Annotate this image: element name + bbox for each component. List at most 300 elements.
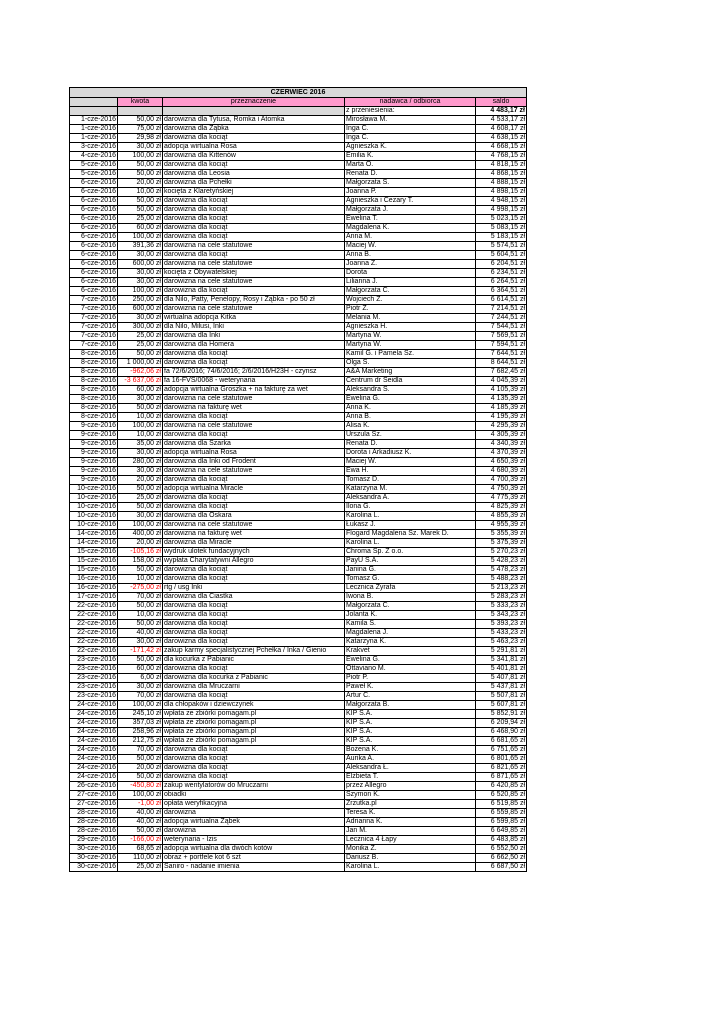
row-balance: 6 681,65 zł bbox=[476, 737, 527, 746]
row-party: Małgorzata J. bbox=[345, 206, 476, 215]
table-row bbox=[70, 233, 527, 242]
row-party: Marta O. bbox=[345, 161, 476, 170]
row-date: 24-cze-2016 bbox=[70, 746, 118, 755]
table-row bbox=[70, 503, 527, 512]
row-party: KIP S.A. bbox=[345, 719, 476, 728]
row-party: Dariusz B. bbox=[345, 854, 476, 863]
row-party: Ottaviano M. bbox=[345, 665, 476, 674]
table-row bbox=[70, 278, 527, 287]
row-date: 8-cze-2016 bbox=[70, 413, 118, 422]
row-balance: 4 868,15 zł bbox=[476, 170, 527, 179]
table-row bbox=[70, 332, 527, 341]
header-date bbox=[70, 98, 118, 107]
table-row bbox=[70, 341, 527, 350]
row-balance: 4 825,39 zł bbox=[476, 503, 527, 512]
row-amount: 50,00 zł bbox=[118, 773, 163, 782]
row-amount: 110,00 zł bbox=[118, 854, 163, 863]
row-party: Urszula Sz. bbox=[345, 431, 476, 440]
row-balance: 6 751,65 zł bbox=[476, 746, 527, 755]
row-balance: 5 507,81 zł bbox=[476, 692, 527, 701]
row-amount: 50,00 zł bbox=[118, 755, 163, 764]
row-party: Piotr P. bbox=[345, 674, 476, 683]
row-amount: 212,75 zł bbox=[118, 737, 163, 746]
row-balance: 7 544,51 zł bbox=[476, 323, 527, 332]
row-amount: 357,03 zł bbox=[118, 719, 163, 728]
row-purpose: darowizna na cele statutowe bbox=[163, 395, 345, 404]
row-balance: 4 998,15 zł bbox=[476, 206, 527, 215]
table-row bbox=[70, 431, 527, 440]
row-date: 28-cze-2016 bbox=[70, 827, 118, 836]
header-row bbox=[70, 98, 527, 107]
row-amount: 30,00 zł bbox=[118, 638, 163, 647]
row-date: 30-cze-2016 bbox=[70, 854, 118, 863]
row-purpose: darowizna dla kociąt bbox=[163, 755, 345, 764]
row-balance: 5 401,81 zł bbox=[476, 665, 527, 674]
row-purpose: obiadki bbox=[163, 791, 345, 800]
row-party: Magdalena K. bbox=[345, 224, 476, 233]
row-purpose: zakup wentylatorów do Mruczarni bbox=[163, 782, 345, 791]
row-amount: 50,00 zł bbox=[118, 827, 163, 836]
row-date: 7-cze-2016 bbox=[70, 296, 118, 305]
row-date: 10-cze-2016 bbox=[70, 512, 118, 521]
row-balance: 6 559,85 zł bbox=[476, 809, 527, 818]
row-amount: 391,36 zł bbox=[118, 242, 163, 251]
table-row bbox=[70, 629, 527, 638]
row-amount: 1 000,00 zł bbox=[118, 359, 163, 368]
row-date: 8-cze-2016 bbox=[70, 359, 118, 368]
row-purpose: darowizna dla kociąt bbox=[163, 611, 345, 620]
table-row bbox=[70, 206, 527, 215]
row-date: 7-cze-2016 bbox=[70, 341, 118, 350]
row-date: 24-cze-2016 bbox=[70, 710, 118, 719]
table-row bbox=[70, 728, 527, 737]
row-purpose: darowizna dla kociąt bbox=[163, 134, 345, 143]
row-party: Maciej W. bbox=[345, 242, 476, 251]
table-row bbox=[70, 170, 527, 179]
row-amount: 40,00 zł bbox=[118, 809, 163, 818]
row-party: Dorota bbox=[345, 269, 476, 278]
row-balance: 7 214,51 zł bbox=[476, 305, 527, 314]
row-purpose: darowizna dla Miracle bbox=[163, 539, 345, 548]
row-purpose: darowizna dla Inki bbox=[163, 332, 345, 341]
row-party: Piotr Z. bbox=[345, 305, 476, 314]
row-balance: 7 244,51 zł bbox=[476, 314, 527, 323]
row-purpose: darowizna dla kociąt bbox=[163, 566, 345, 575]
row-balance: 5 291,81 zł bbox=[476, 647, 527, 656]
row-date: 9-cze-2016 bbox=[70, 449, 118, 458]
row-balance: 6 234,51 zł bbox=[476, 269, 527, 278]
row-balance: 6 209,94 zł bbox=[476, 719, 527, 728]
table-row bbox=[70, 179, 527, 188]
row-party: Emilia K. bbox=[345, 152, 476, 161]
row-amount: 25,00 zł bbox=[118, 215, 163, 224]
row-purpose: darowizna dla kociąt bbox=[163, 575, 345, 584]
table-row bbox=[70, 377, 527, 386]
row-purpose: wpłata ze zbiórki pomagam.pl bbox=[163, 719, 345, 728]
table-row bbox=[70, 548, 527, 557]
row-purpose: darowizna dla kociąt bbox=[163, 476, 345, 485]
row-amount: 50,00 zł bbox=[118, 656, 163, 665]
ledger-sheet bbox=[69, 87, 526, 872]
row-balance: 4 045,39 zł bbox=[476, 377, 527, 386]
table-row bbox=[70, 539, 527, 548]
row-date: 17-cze-2016 bbox=[70, 593, 118, 602]
row-amount: 600,00 zł bbox=[118, 305, 163, 314]
row-date: 15-cze-2016 bbox=[70, 557, 118, 566]
row-date: 15-cze-2016 bbox=[70, 548, 118, 557]
row-balance: 4 750,39 zł bbox=[476, 485, 527, 494]
table-row bbox=[70, 755, 527, 764]
row-balance: 4 135,39 zł bbox=[476, 395, 527, 404]
carry-over-row bbox=[70, 107, 527, 116]
table-row bbox=[70, 602, 527, 611]
row-party: Dorota i Arkadiusz K. bbox=[345, 449, 476, 458]
row-purpose: darowizna na cele statutowe bbox=[163, 278, 345, 287]
row-amount: 60,00 zł bbox=[118, 386, 163, 395]
table-row bbox=[70, 242, 527, 251]
row-purpose: darowizna dla Ciastka bbox=[163, 593, 345, 602]
row-date: 6-cze-2016 bbox=[70, 251, 118, 260]
row-date: 23-cze-2016 bbox=[70, 656, 118, 665]
row-purpose: darowizna na cele statutowe bbox=[163, 260, 345, 269]
row-purpose: darowizna dla kociąt bbox=[163, 197, 345, 206]
table-row bbox=[70, 638, 527, 647]
row-party: Aleksandra S. bbox=[345, 386, 476, 395]
row-date: 29-cze-2016 bbox=[70, 836, 118, 845]
table-row bbox=[70, 395, 527, 404]
carry-balance: 4 483,17 zł bbox=[476, 107, 527, 116]
row-party: Renata D. bbox=[345, 170, 476, 179]
row-purpose: darowizna dla kociąt bbox=[163, 161, 345, 170]
row-purpose: darowizna dla kociąt bbox=[163, 350, 345, 359]
row-date: 27-cze-2016 bbox=[70, 800, 118, 809]
row-balance: 5 463,23 zł bbox=[476, 638, 527, 647]
row-date: 24-cze-2016 bbox=[70, 701, 118, 710]
row-party: Aleksandra A. bbox=[345, 494, 476, 503]
row-balance: 6 420,85 zł bbox=[476, 782, 527, 791]
row-balance: 6 687,50 zł bbox=[476, 863, 527, 872]
row-date: 8-cze-2016 bbox=[70, 404, 118, 413]
row-party: Martyna W. bbox=[345, 332, 476, 341]
row-amount: 600,00 zł bbox=[118, 260, 163, 269]
row-date: 6-cze-2016 bbox=[70, 206, 118, 215]
row-amount: 30,00 zł bbox=[118, 143, 163, 152]
row-balance: 5 333,23 zł bbox=[476, 602, 527, 611]
row-party: Bożena K. bbox=[345, 746, 476, 755]
row-amount: 400,00 zł bbox=[118, 530, 163, 539]
row-amount: 50,00 zł bbox=[118, 485, 163, 494]
row-purpose: darowizna dla kociąt bbox=[163, 665, 345, 674]
table-row bbox=[70, 368, 527, 377]
carry-date bbox=[70, 107, 118, 116]
table-row bbox=[70, 476, 527, 485]
row-amount: 100,00 zł bbox=[118, 422, 163, 431]
row-purpose: darowizna na cele statutowe bbox=[163, 521, 345, 530]
row-amount: 50,00 zł bbox=[118, 350, 163, 359]
row-date: 8-cze-2016 bbox=[70, 350, 118, 359]
row-purpose: Saniro - nadanie imienia bbox=[163, 863, 345, 872]
row-party: Jolanta K. bbox=[345, 611, 476, 620]
row-purpose: darowizna dla kociąt bbox=[163, 494, 345, 503]
table-row bbox=[70, 161, 527, 170]
carry-purpose bbox=[163, 107, 345, 116]
row-date: 7-cze-2016 bbox=[70, 323, 118, 332]
table-row bbox=[70, 701, 527, 710]
row-party: Agnieszka K. bbox=[345, 143, 476, 152]
row-amount: 60,00 zł bbox=[118, 224, 163, 233]
row-amount: -3 637,06 zł bbox=[118, 377, 163, 386]
row-date: 22-cze-2016 bbox=[70, 611, 118, 620]
row-purpose: darowizna dla Pchełki bbox=[163, 179, 345, 188]
row-purpose: darowizna dla kociąt bbox=[163, 431, 345, 440]
row-purpose: darowizna na cele statutowe bbox=[163, 467, 345, 476]
row-balance: 4 370,39 zł bbox=[476, 449, 527, 458]
row-balance: 4 608,17 zł bbox=[476, 125, 527, 134]
row-date: 30-cze-2016 bbox=[70, 845, 118, 854]
row-date: 8-cze-2016 bbox=[70, 368, 118, 377]
table-row bbox=[70, 737, 527, 746]
row-amount: 30,00 zł bbox=[118, 251, 163, 260]
row-balance: 4 195,39 zł bbox=[476, 413, 527, 422]
row-balance: 5 604,51 zł bbox=[476, 251, 527, 260]
row-amount: -166,00 zł bbox=[118, 836, 163, 845]
row-party: Karolina L. bbox=[345, 512, 476, 521]
row-balance: 4 898,15 zł bbox=[476, 188, 527, 197]
row-party: Karolina L. bbox=[345, 863, 476, 872]
table-row bbox=[70, 827, 527, 836]
row-balance: 8 644,51 zł bbox=[476, 359, 527, 368]
row-balance: 6 204,51 zł bbox=[476, 260, 527, 269]
row-party: Tomasz G. bbox=[345, 575, 476, 584]
row-date: 24-cze-2016 bbox=[70, 764, 118, 773]
row-balance: 6 649,85 zł bbox=[476, 827, 527, 836]
row-party: Monika Z. bbox=[345, 845, 476, 854]
row-date: 1-cze-2016 bbox=[70, 116, 118, 125]
table-row bbox=[70, 665, 527, 674]
row-party: Renata D. bbox=[345, 440, 476, 449]
row-balance: 5 023,15 zł bbox=[476, 215, 527, 224]
row-balance: 4 955,39 zł bbox=[476, 521, 527, 530]
row-purpose: weterynaria - Izis bbox=[163, 836, 345, 845]
row-amount: 50,00 zł bbox=[118, 206, 163, 215]
row-date: 5-cze-2016 bbox=[70, 161, 118, 170]
row-party: Katarzyna M. bbox=[345, 485, 476, 494]
row-amount: 300,00 zł bbox=[118, 323, 163, 332]
row-purpose: darowizna dla Mruczarni bbox=[163, 683, 345, 692]
row-date: 22-cze-2016 bbox=[70, 647, 118, 656]
row-date: 6-cze-2016 bbox=[70, 197, 118, 206]
row-purpose: darowizna bbox=[163, 809, 345, 818]
row-date: 24-cze-2016 bbox=[70, 773, 118, 782]
row-balance: 7 682,45 zł bbox=[476, 368, 527, 377]
row-party: przez Allegro bbox=[345, 782, 476, 791]
title-row bbox=[70, 88, 527, 98]
table-row bbox=[70, 521, 527, 530]
table-row bbox=[70, 287, 527, 296]
table-row bbox=[70, 584, 527, 593]
row-date: 6-cze-2016 bbox=[70, 269, 118, 278]
carry-amount bbox=[118, 107, 163, 116]
row-purpose: darowizna dla kociąt bbox=[163, 287, 345, 296]
row-date: 4-cze-2016 bbox=[70, 152, 118, 161]
row-amount: -1,00 zł bbox=[118, 800, 163, 809]
row-purpose: adopcja wirtualna Ząbek bbox=[163, 818, 345, 827]
row-amount: 35,00 zł bbox=[118, 440, 163, 449]
row-party: Joanna Z. bbox=[345, 260, 476, 269]
row-purpose: darowizna dla kocurka z Pabianic bbox=[163, 674, 345, 683]
row-party: Ilona G. bbox=[345, 503, 476, 512]
row-party: Anna M. bbox=[345, 233, 476, 242]
table-row bbox=[70, 296, 527, 305]
table-row bbox=[70, 854, 527, 863]
row-party: Anna B. bbox=[345, 413, 476, 422]
row-date: 3-cze-2016 bbox=[70, 143, 118, 152]
row-date: 7-cze-2016 bbox=[70, 314, 118, 323]
table-row bbox=[70, 494, 527, 503]
table-row bbox=[70, 512, 527, 521]
row-date: 8-cze-2016 bbox=[70, 395, 118, 404]
row-balance: 4 818,15 zł bbox=[476, 161, 527, 170]
row-date: 15-cze-2016 bbox=[70, 566, 118, 575]
row-amount: -450,80 zł bbox=[118, 782, 163, 791]
row-purpose: wpłata ze zbiórki pomagam.pl bbox=[163, 737, 345, 746]
row-date: 6-cze-2016 bbox=[70, 278, 118, 287]
row-date: 16-cze-2016 bbox=[70, 584, 118, 593]
row-purpose: darowizna dla kociąt bbox=[163, 503, 345, 512]
row-purpose: darowizna dla kociąt bbox=[163, 692, 345, 701]
row-balance: 5 375,39 zł bbox=[476, 539, 527, 548]
row-balance: 4 185,39 zł bbox=[476, 404, 527, 413]
table-row bbox=[70, 710, 527, 719]
row-amount: 20,00 zł bbox=[118, 179, 163, 188]
row-purpose: darowizna dla Leosia bbox=[163, 170, 345, 179]
row-party: Paweł K. bbox=[345, 683, 476, 692]
row-party: Anna B. bbox=[345, 251, 476, 260]
row-amount: 50,00 zł bbox=[118, 161, 163, 170]
row-purpose: dla Nilo, Patty, Penelopy, Rosy i Ząbka - po 50 zł bbox=[163, 296, 345, 305]
row-party: Iwona B. bbox=[345, 593, 476, 602]
row-party: Teresa K. bbox=[345, 809, 476, 818]
row-balance: 6 599,85 zł bbox=[476, 818, 527, 827]
table-row bbox=[70, 620, 527, 629]
row-purpose: darowizna na cele statutowe bbox=[163, 242, 345, 251]
row-date: 6-cze-2016 bbox=[70, 215, 118, 224]
row-amount: 30,00 zł bbox=[118, 449, 163, 458]
row-date: 5-cze-2016 bbox=[70, 170, 118, 179]
row-party: Melania M. bbox=[345, 314, 476, 323]
row-party: Ewelina G. bbox=[345, 656, 476, 665]
row-purpose: obraz + portfele kot 6 szt bbox=[163, 854, 345, 863]
row-date: 9-cze-2016 bbox=[70, 440, 118, 449]
row-purpose: darowizna dla Tytusa, Romka i Atomka bbox=[163, 116, 345, 125]
row-amount: 30,00 zł bbox=[118, 512, 163, 521]
row-party: Artur C. bbox=[345, 692, 476, 701]
row-balance: 5 574,51 zł bbox=[476, 242, 527, 251]
table-row bbox=[70, 215, 527, 224]
row-amount: 20,00 zł bbox=[118, 764, 163, 773]
row-party: Mirosława M. bbox=[345, 116, 476, 125]
row-party: Małgorzata B. bbox=[345, 701, 476, 710]
row-purpose: dla chłopaków i dziewczynek bbox=[163, 701, 345, 710]
row-party: Karolina L. bbox=[345, 539, 476, 548]
row-purpose: darowizna dla kociąt bbox=[163, 629, 345, 638]
row-balance: 4 340,39 zł bbox=[476, 440, 527, 449]
table-row bbox=[70, 575, 527, 584]
row-date: 6-cze-2016 bbox=[70, 260, 118, 269]
row-purpose: darowizna dla Oskara bbox=[163, 512, 345, 521]
row-purpose: darowizna dla kociąt bbox=[163, 233, 345, 242]
row-amount: 50,00 zł bbox=[118, 404, 163, 413]
ledger-table bbox=[69, 87, 527, 872]
header-purpose: przeznaczenie bbox=[163, 98, 345, 107]
row-party: PayU S.A. bbox=[345, 557, 476, 566]
row-purpose: darowizna bbox=[163, 827, 345, 836]
row-purpose: wpłata ze zbiórki pomagam.pl bbox=[163, 728, 345, 737]
row-balance: 4 768,15 zł bbox=[476, 152, 527, 161]
table-row bbox=[70, 656, 527, 665]
row-balance: 4 700,39 zł bbox=[476, 476, 527, 485]
table-row bbox=[70, 467, 527, 476]
row-purpose: darowizna dla kociąt bbox=[163, 359, 345, 368]
row-amount: 50,00 zł bbox=[118, 566, 163, 575]
row-purpose: wpłata ze zbiórki pomagam.pl bbox=[163, 710, 345, 719]
table-row bbox=[70, 350, 527, 359]
row-date: 10-cze-2016 bbox=[70, 494, 118, 503]
row-purpose: darowizna dla Inki od Frodent bbox=[163, 458, 345, 467]
row-party: Łukasz J. bbox=[345, 521, 476, 530]
row-amount: 10,00 zł bbox=[118, 431, 163, 440]
row-amount: 100,00 zł bbox=[118, 152, 163, 161]
row-purpose: darowizna dla kociąt bbox=[163, 206, 345, 215]
row-party: Tomasz D. bbox=[345, 476, 476, 485]
row-balance: 6 662,50 zł bbox=[476, 854, 527, 863]
row-party: Lilianna J. bbox=[345, 278, 476, 287]
table-row bbox=[70, 314, 527, 323]
row-party: Flogard Magdalena Sz. Marek D. bbox=[345, 530, 476, 539]
row-amount: -105,16 zł bbox=[118, 548, 163, 557]
table-row bbox=[70, 197, 527, 206]
row-date: 14-cze-2016 bbox=[70, 530, 118, 539]
row-amount: -171,42 zł bbox=[118, 647, 163, 656]
row-party: Małgorzata S. bbox=[345, 179, 476, 188]
row-party: Maciej W. bbox=[345, 458, 476, 467]
row-party: Alisa K. bbox=[345, 422, 476, 431]
table-row bbox=[70, 863, 527, 872]
row-purpose: wirtualna adopcja Kitka bbox=[163, 314, 345, 323]
sheet-title: CZERWIEC 2016 bbox=[70, 88, 527, 98]
row-balance: 5 355,39 zł bbox=[476, 530, 527, 539]
row-date: 23-cze-2016 bbox=[70, 692, 118, 701]
row-balance: 4 533,17 zł bbox=[476, 116, 527, 125]
row-party: Małgorzata C. bbox=[345, 602, 476, 611]
header-balance: saldo bbox=[476, 98, 527, 107]
row-amount: 50,00 zł bbox=[118, 116, 163, 125]
row-date: 9-cze-2016 bbox=[70, 476, 118, 485]
table-row bbox=[70, 260, 527, 269]
row-purpose: darowizna dla Szarka bbox=[163, 440, 345, 449]
row-purpose: darowizna na cele statutowe bbox=[163, 305, 345, 314]
row-party: Szymon K. bbox=[345, 791, 476, 800]
row-balance: 5 270,23 zł bbox=[476, 548, 527, 557]
row-purpose: darowizna dla kociąt bbox=[163, 602, 345, 611]
row-purpose: adopcja wirtualna Rosa bbox=[163, 143, 345, 152]
row-party: Anna K. bbox=[345, 404, 476, 413]
row-balance: 4 775,39 zł bbox=[476, 494, 527, 503]
row-date: 8-cze-2016 bbox=[70, 386, 118, 395]
row-amount: 68,65 zł bbox=[118, 845, 163, 854]
row-purpose: fa 16-FVS/0068 - weterynaria bbox=[163, 377, 345, 386]
row-amount: 30,00 zł bbox=[118, 467, 163, 476]
